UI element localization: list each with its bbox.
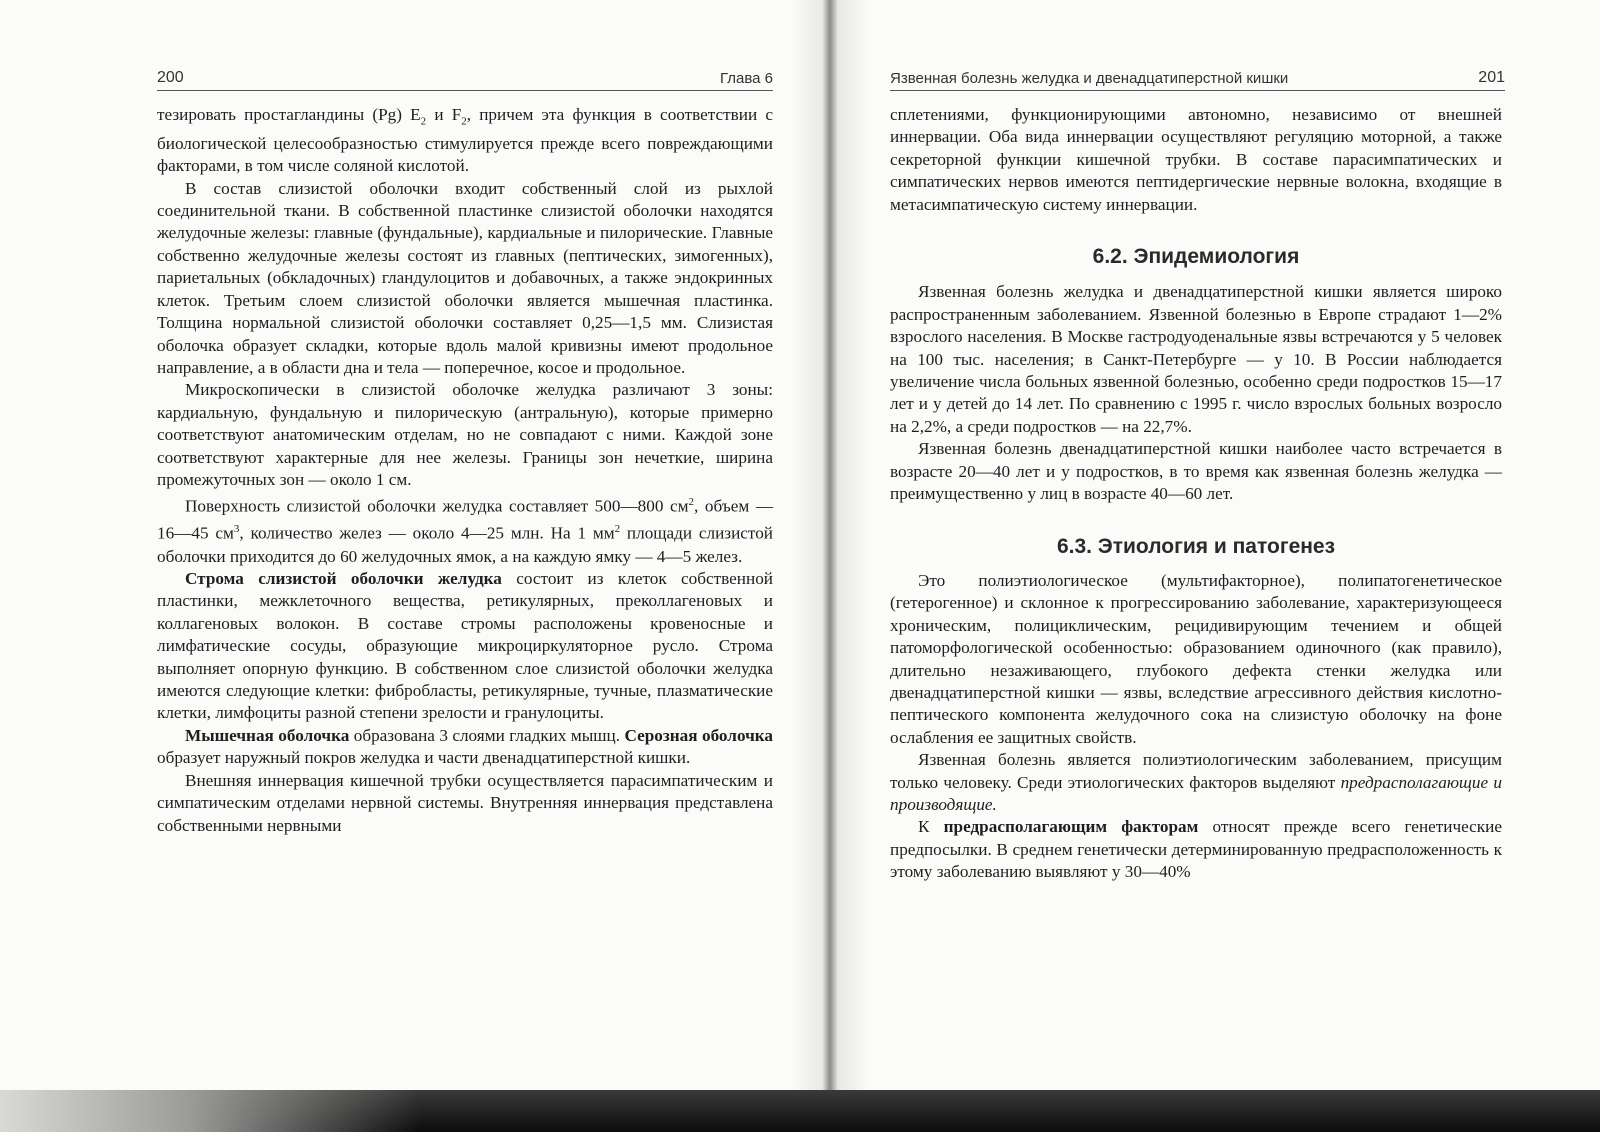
chapter-title: Глава 6 xyxy=(719,70,773,87)
scanner-edge xyxy=(0,1090,1600,1132)
section-heading-etiology: 6.3. Этиология и патогенез xyxy=(1056,534,1336,558)
right-page-number: 201 xyxy=(1478,69,1505,86)
left-page xyxy=(0,0,828,1090)
paragraph: Поверхность слизистой оболочки желудка составляет 500—800 $см^2$, объем — 16—45 $см^3$, количество желез — около 4—25 млн. На 1 $мм^2$ площади слизистой оболочки приходится до 60 желудочных ямок, а на каждую ямку — 4—5 желез. xyxy=(157,496,773,566)
left-running-head xyxy=(157,66,773,91)
paragraph: Язвенная болезнь двенадцатиперстной кишки наиболее часто встречается в возрасте 20—40 лет и у подростков, в то время как язвенная болезнь желудка — преимущественно у лиц в возрасте 40—60 лет. xyxy=(890,439,1502,504)
paragraph: Микроскопически в слизистой оболочке желудка различают 3 зоны: кардиальную, фундальную и пилорическую (антральную), которые примерно соответствуют анатомическим отделам, но не совпадают с ними. Каждой зоне соответствуют характерные для нее железы. Границы зон нечеткие, ширина промежуточных зон — около 1 см. xyxy=(157,380,773,489)
section-heading-epidemiology: 6.2. Эпидемиология xyxy=(1092,245,1300,269)
paragraph: Строма слизистой оболочки желудка состоит из клеток собственной пластинки, межклеточного вещества, ретикулярных, преколлагеновых и коллагеновых волокон. В составе стромы расположены кровеносные и лимфатические сосуды, образующие микроциркуляторное русло. Строма выполняет опорную функцию. В собственном слое слизистой оболочки желудка имеются следующие клетки: фибробласты, ретикулярные, тучные, плазматические клетки, лимфоциты разной степени зрелости и гранулоциты. xyxy=(157,569,773,723)
paragraph: К предрасполагающим факторам относят прежде всего генетические предпосылки. В среднем генетически детерминированную предрасположенность к этому заболеванию выявляют у 30—40% xyxy=(890,817,1502,882)
left-page-text xyxy=(157,104,773,837)
paragraph: тезировать простагландины (Pg) $E_2$ и $F_2$, причем эта функция в соответствии с биологической целесообразностью стимулируется прежде всего повреждающими факторами, в том числе соляной кислотой. xyxy=(157,105,773,176)
right-running-head xyxy=(890,66,1505,91)
running-head-title: Язвенная болезнь желудка и двенадцатиперстной кишки xyxy=(890,70,1289,87)
paragraph: Язвенная болезнь желудка и двенадцатиперстной кишки является широко распространенным заболеванием. Язвенной болезнью в Европе страдают 1—2% взрослого населения. В Москве гастродуоденальные язвы встречаются у 5 человек на 100 тыс. населения; в Санкт-Петербурге — у 10. В России наблюдается увеличение числа больных язвенной болезнью, особенно среди подростков 15—17 лет и у детей до 14 лет. По сравнению с 1995 г. число взрослых больных возросло на 2,2%, а среди подростков — на 22,7%. xyxy=(890,282,1502,436)
book-gutter xyxy=(790,0,870,1090)
paragraph: Язвенная болезнь является полиэтиологическим заболеванием, присущим только человеку. Среди этиологических факторов выделяют предрасполагающие и производящие. xyxy=(890,750,1502,814)
right-page xyxy=(828,0,1600,1090)
paragraph: Внешняя иннервация кишечной трубки осуществляется парасимпатическим и симпатическим отделами нервной системы. Внутренняя иннервация представлена собственными нервными xyxy=(157,770,773,835)
intro-paragraph: сплетениями, функционирующими автономно, независимо от внешней иннервации. Оба вида иннервации осуществляют регуляцию моторной, а также секреторной функции кишечной трубки. В составе парасимпатических и симпатических нервов имеются пептидергические нервные волокна, входящие в метасимпатическую систему иннервации. xyxy=(890,105,1502,214)
etiology-text xyxy=(890,570,1502,884)
right-page-text xyxy=(890,104,1502,884)
paragraph: Мышечная оболочка образована 3 слоями гладких мышц. Серозная оболочка образует наружный покров желудка и части двенадцатиперстной кишки. xyxy=(157,725,774,768)
paragraph: В состав слизистой оболочки входит собственный слой из рыхлой соединительной ткани. В собственной пластинке слизистой оболочки находятся желудочные железы: главные (фундальные), кардиальные и пилорические. Главные собственно желудочные железы состоят из главных (пептических, зимогенных), париетальных (обкладочных) гландулоцитов и добавочных, а также эндокринных клеток. Третьим слоем слизистой оболочки является мышечная пластинка. Толщина нормальной слизистой оболочки составляет 0,25—1,5 мм. Слизистая оболочка образует складки, которые вдоль малой кривизны имеют продольное направление, а в области дна и тела — поперечное, косое и продольное. xyxy=(157,178,773,377)
left-page-number: 200 xyxy=(157,69,184,86)
epidemiology-text xyxy=(890,281,1502,505)
paragraph: Это полиэтиологическое (мультифакторное), полипатогенетическое (гетерогенное) и склонное к прогрессированию заболевание, характеризующееся хроническим, полициклическим, рецидивирующим течением и общей патоморфологической особенностью: образованием одиночного (как правило), длительно незаживающего, глубокого дефекта стенки желудка или двенадцатиперстной кишки — язвы, вследствие агрессивного действия кислотно-пептического компонента желудочного сока на слизистую оболочку на фоне ослабления ее защитных свойств. xyxy=(890,570,1502,747)
